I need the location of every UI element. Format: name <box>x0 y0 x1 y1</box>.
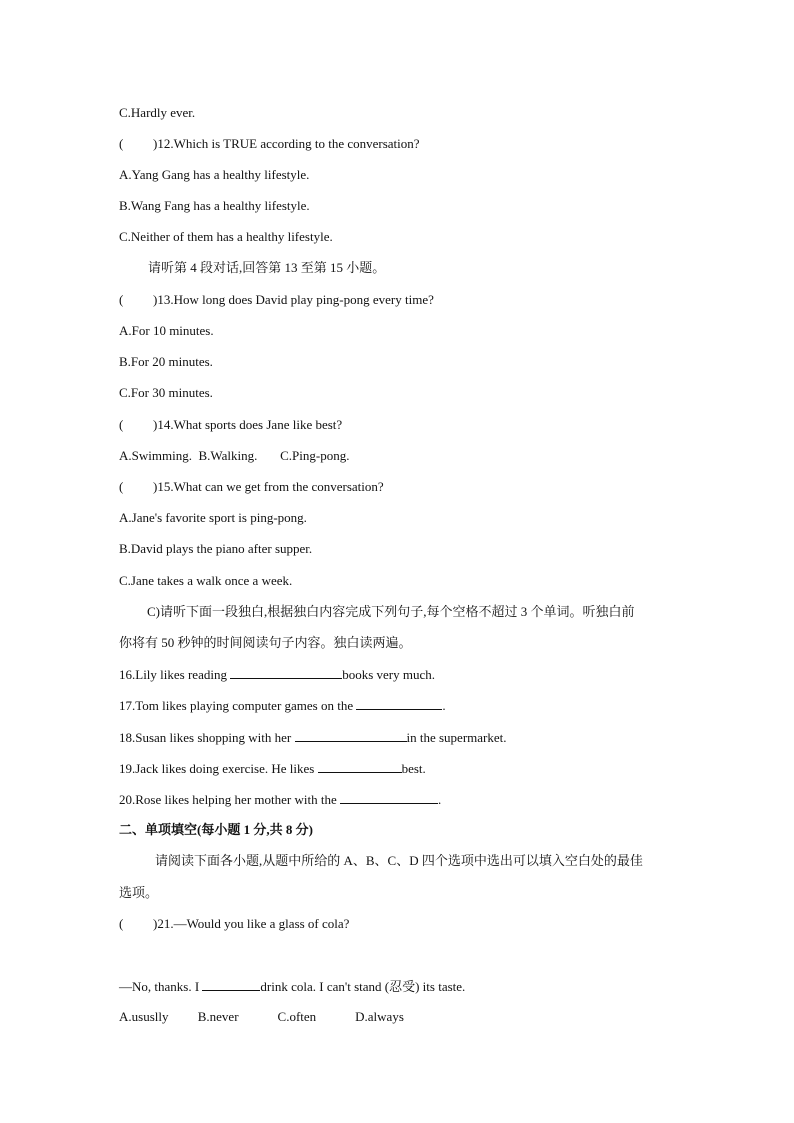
question-12 <box>119 135 420 153</box>
answer-blank-18[interactable] <box>295 728 407 742</box>
question-14-text: )14.What sports does Jane like best? <box>153 417 343 432</box>
option-13c: C.For 30 minutes. <box>119 385 213 400</box>
question-21-response-text: —No, thanks. I <box>119 979 203 994</box>
question-12-text: )12.Which is TRUE according to the conversation? <box>153 136 420 151</box>
section-c-instruction-1: C)请听下面一段独白,根据独白内容完成下列句子,每个空格不超过 3 个单词。听独白前 <box>147 604 635 619</box>
question-13 <box>119 291 434 309</box>
question-20-tail: . <box>437 792 442 807</box>
option-12a: A.Yang Gang has a healthy lifestyle. <box>119 167 310 182</box>
question-13-text: )13.How long does David play ping-pong every time? <box>153 292 434 307</box>
question-15-text: )15.What can we get from the conversation? <box>153 479 384 494</box>
part-2-instruction-1: 请阅读下面各小题,从题中所给的 A、B、C、D 四个选项中选出可以填入空白处的最佳 <box>155 853 643 868</box>
question-21-text: )21.—Would you like a glass of cola? <box>153 916 350 931</box>
question-16-tail: books very much. <box>342 667 435 682</box>
part-2-heading: 二、单项填空(每小题 1 分,共 8 分) <box>119 822 313 837</box>
section-c-instruction-2: 你将有 50 秒钟的时间阅读句子内容。独白读两遍。 <box>119 635 412 650</box>
answer-blank-21[interactable] <box>202 977 260 991</box>
answer-paren: ( <box>119 136 124 151</box>
option-15a: A.Jane's favorite sport is ping-pong. <box>119 510 307 525</box>
option-13a: A.For 10 minutes. <box>119 323 214 338</box>
question-20-text: 20.Rose likes helping her mother with the <box>119 792 340 807</box>
question-14 <box>119 416 342 434</box>
options-14: A.Swimming. B.Walking. C.Ping-pong. <box>119 448 350 463</box>
question-17-tail: . <box>442 698 446 713</box>
question-19-text: 19.Jack likes doing exercise. He likes <box>119 761 318 776</box>
option-15b: B.David plays the piano after supper. <box>119 541 313 556</box>
options-21: A.ususlly B.never C.often D.always <box>119 1009 404 1024</box>
question-18 <box>119 728 507 747</box>
question-17 <box>119 696 446 715</box>
answer-blank-20[interactable] <box>340 790 438 804</box>
answer-blank-17[interactable] <box>356 696 442 710</box>
question-19-tail: best. <box>401 761 426 776</box>
option-12c: C.Neither of them has a healthy lifestyle. <box>119 229 333 244</box>
answer-paren: ( <box>119 417 124 432</box>
option-15c: C.Jane takes a walk once a week. <box>119 573 293 588</box>
question-16 <box>119 665 435 684</box>
question-21-response <box>119 977 465 996</box>
question-16-text: 16.Lily likes reading <box>119 667 231 682</box>
option-13b: B.For 20 minutes. <box>119 354 213 369</box>
answer-blank-19[interactable] <box>318 759 402 773</box>
question-15 <box>119 478 384 496</box>
question-20 <box>119 790 441 809</box>
answer-blank-16[interactable] <box>230 665 342 679</box>
section-4-instruction: 请听第 4 段对话,回答第 13 至第 15 小题。 <box>148 260 386 275</box>
question-19 <box>119 759 426 778</box>
part-2-instruction-2: 选项。 <box>119 885 159 900</box>
answer-paren: ( <box>119 916 124 931</box>
question-18-tail: in the supermarket. <box>406 730 507 745</box>
answer-paren: ( <box>119 292 124 307</box>
option-11c: C.Hardly ever. <box>119 105 196 120</box>
question-21-response-tail: drink cola. I can't stand (忍受) its taste. <box>260 979 466 994</box>
question-21 <box>119 915 349 933</box>
question-18-text: 18.Susan likes shopping with her <box>119 730 295 745</box>
question-17-text: 17.Tom likes playing computer games on the <box>119 698 357 713</box>
option-12b: B.Wang Fang has a healthy lifestyle. <box>119 198 310 213</box>
answer-paren: ( <box>119 479 124 494</box>
